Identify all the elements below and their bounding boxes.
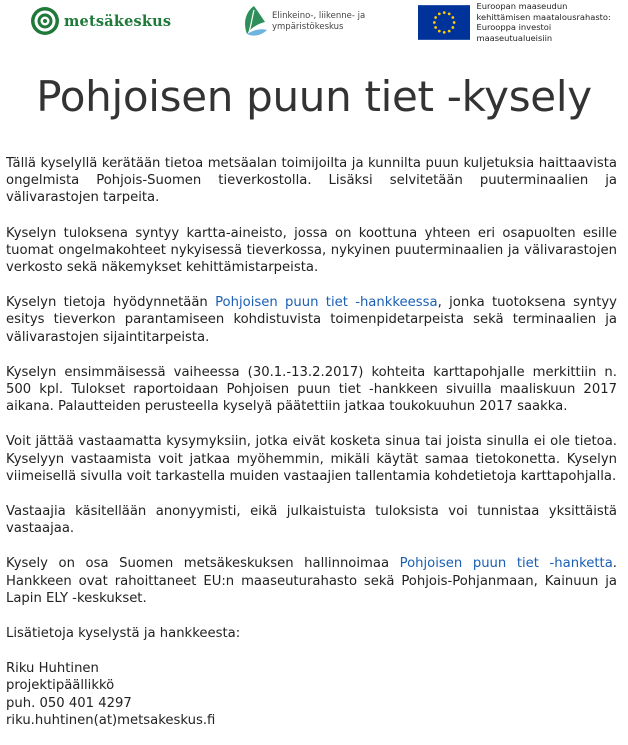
logo-bar: [0, 0, 628, 50]
more-info-heading: Lisätietoja kyselystä ja hankkeesta:: [6, 626, 241, 642]
intro-paragraph-2: Kyselyn tuloksena syntyy kartta-aineisto, jossa on koottuna yhteen eri osapuolten esille tuomat ongelmakohteet nykyisessä tieverkossa, nykyinen puuterminaalien ja välivarastojen verkosto sekä näkemykset kehittämistarpeista.: [6, 225, 617, 276]
intro-paragraph-5: Voit jättää vastaamatta kysymyksiin, jotka eivät kosketa sinua tai joista sinulla ei ole tietoa. Kyselyyn vastaamista voit jatkaa myöhemmin, mikäli käytät samaa tietokonetta. Kyselyn viimeisellä sivulla voit tarkastella muiden vastaajien tallentamia kohdetietoja karttapohjalla.: [6, 434, 617, 484]
intro-paragraph-1: Tällä kyselyllä kerätään tietoa metsäalan toimijoilta ja kunnilta puun kuljetuksia haittaavista ongelmista Pohjois-Suomen tieverkostolla. Lisäksi selvitetään puuterminaalien ja välivarastojen tarpeita.: [6, 156, 617, 206]
ely-line-1: Elinkeino-, liikenne- ja: [272, 11, 366, 21]
ely-line-2: ympäristökeskus: [272, 22, 344, 32]
metsakeskus-logo-text: metsäkeskus: [64, 12, 172, 30]
contact-block: [6, 660, 617, 729]
eu-line-3: Eurooppa investoi maaseutualueisiin: [476, 22, 553, 43]
p3-text-before: Kyselyn tietoja hyödynnetään: [6, 295, 216, 311]
eu-line-2: kehittämisen maatalousrahasto:: [476, 11, 611, 22]
intro-paragraph-4: Kyselyn ensimmäisessä vaiheessa (30.1.-13.2.2017) kohteita karttapohjalle merkittiin n. 500 kpl. Tulokset raportoidaan Pohjoisen puun tiet -hankkeen sivuilla maaliskuun 2017 aikana. Palautteiden perusteella kyselyä päätettiin jatkaa toukokuuhun 2017 saakka.: [6, 364, 617, 415]
contact-phone: puh. 050 401 4297: [6, 695, 132, 711]
eu-line-1: Euroopan maaseudun: [476, 1, 568, 11]
intro-paragraph-3: [6, 294, 617, 346]
p7-text-after: . Hankkeen ovat rahoittaneet EU:n maaseuturahasto sekä Pohjois-Pohjanmaan, Kainuun ja Lapin ELY -keskukset.: [6, 556, 617, 606]
eu-flag-icon: [418, 5, 470, 40]
ely-emblem-icon: [239, 4, 269, 40]
intro-paragraph-7: [6, 555, 617, 607]
eu-logo-text: [476, 1, 628, 43]
intro-paragraph-6: Vastaajia käsitellään anonyymisti, eikä julkaistuista tuloksista voi tunnistaa yksittäistä vastaajaa.: [6, 504, 617, 537]
page-title: Pohjoisen puun tiet -kysely: [36, 72, 592, 121]
metsakeskus-logo: [30, 4, 171, 38]
ely-logo-text: [272, 11, 365, 33]
project-link-1[interactable]: Pohjoisen puun tiet -hankkeessa: [215, 295, 438, 311]
project-link-2[interactable]: Pohjoisen puun tiet -hanketta: [399, 556, 613, 572]
p3-text-after: , jonka tuotoksena syntyy esitys tieverkon parantamiseen kohdistuvista toimenpidetarpeista sekä terminaalien ja välivarastojen sijaintitarpeista.: [6, 295, 617, 345]
ely-logo: [239, 3, 365, 41]
contact-name: Riku Huhtinen: [6, 661, 99, 677]
contact-email: riku.huhtinen(at)metsakeskus.fi: [6, 712, 216, 728]
eu-logo: [418, 1, 628, 43]
p7-text-before: Kysely on osa Suomen metsäkeskuksen hallinnoimaa: [6, 556, 400, 572]
contact-role: projektipäällikkö: [6, 678, 115, 694]
metsakeskus-emblem-icon: [30, 6, 60, 36]
intro-content: [6, 155, 617, 729]
